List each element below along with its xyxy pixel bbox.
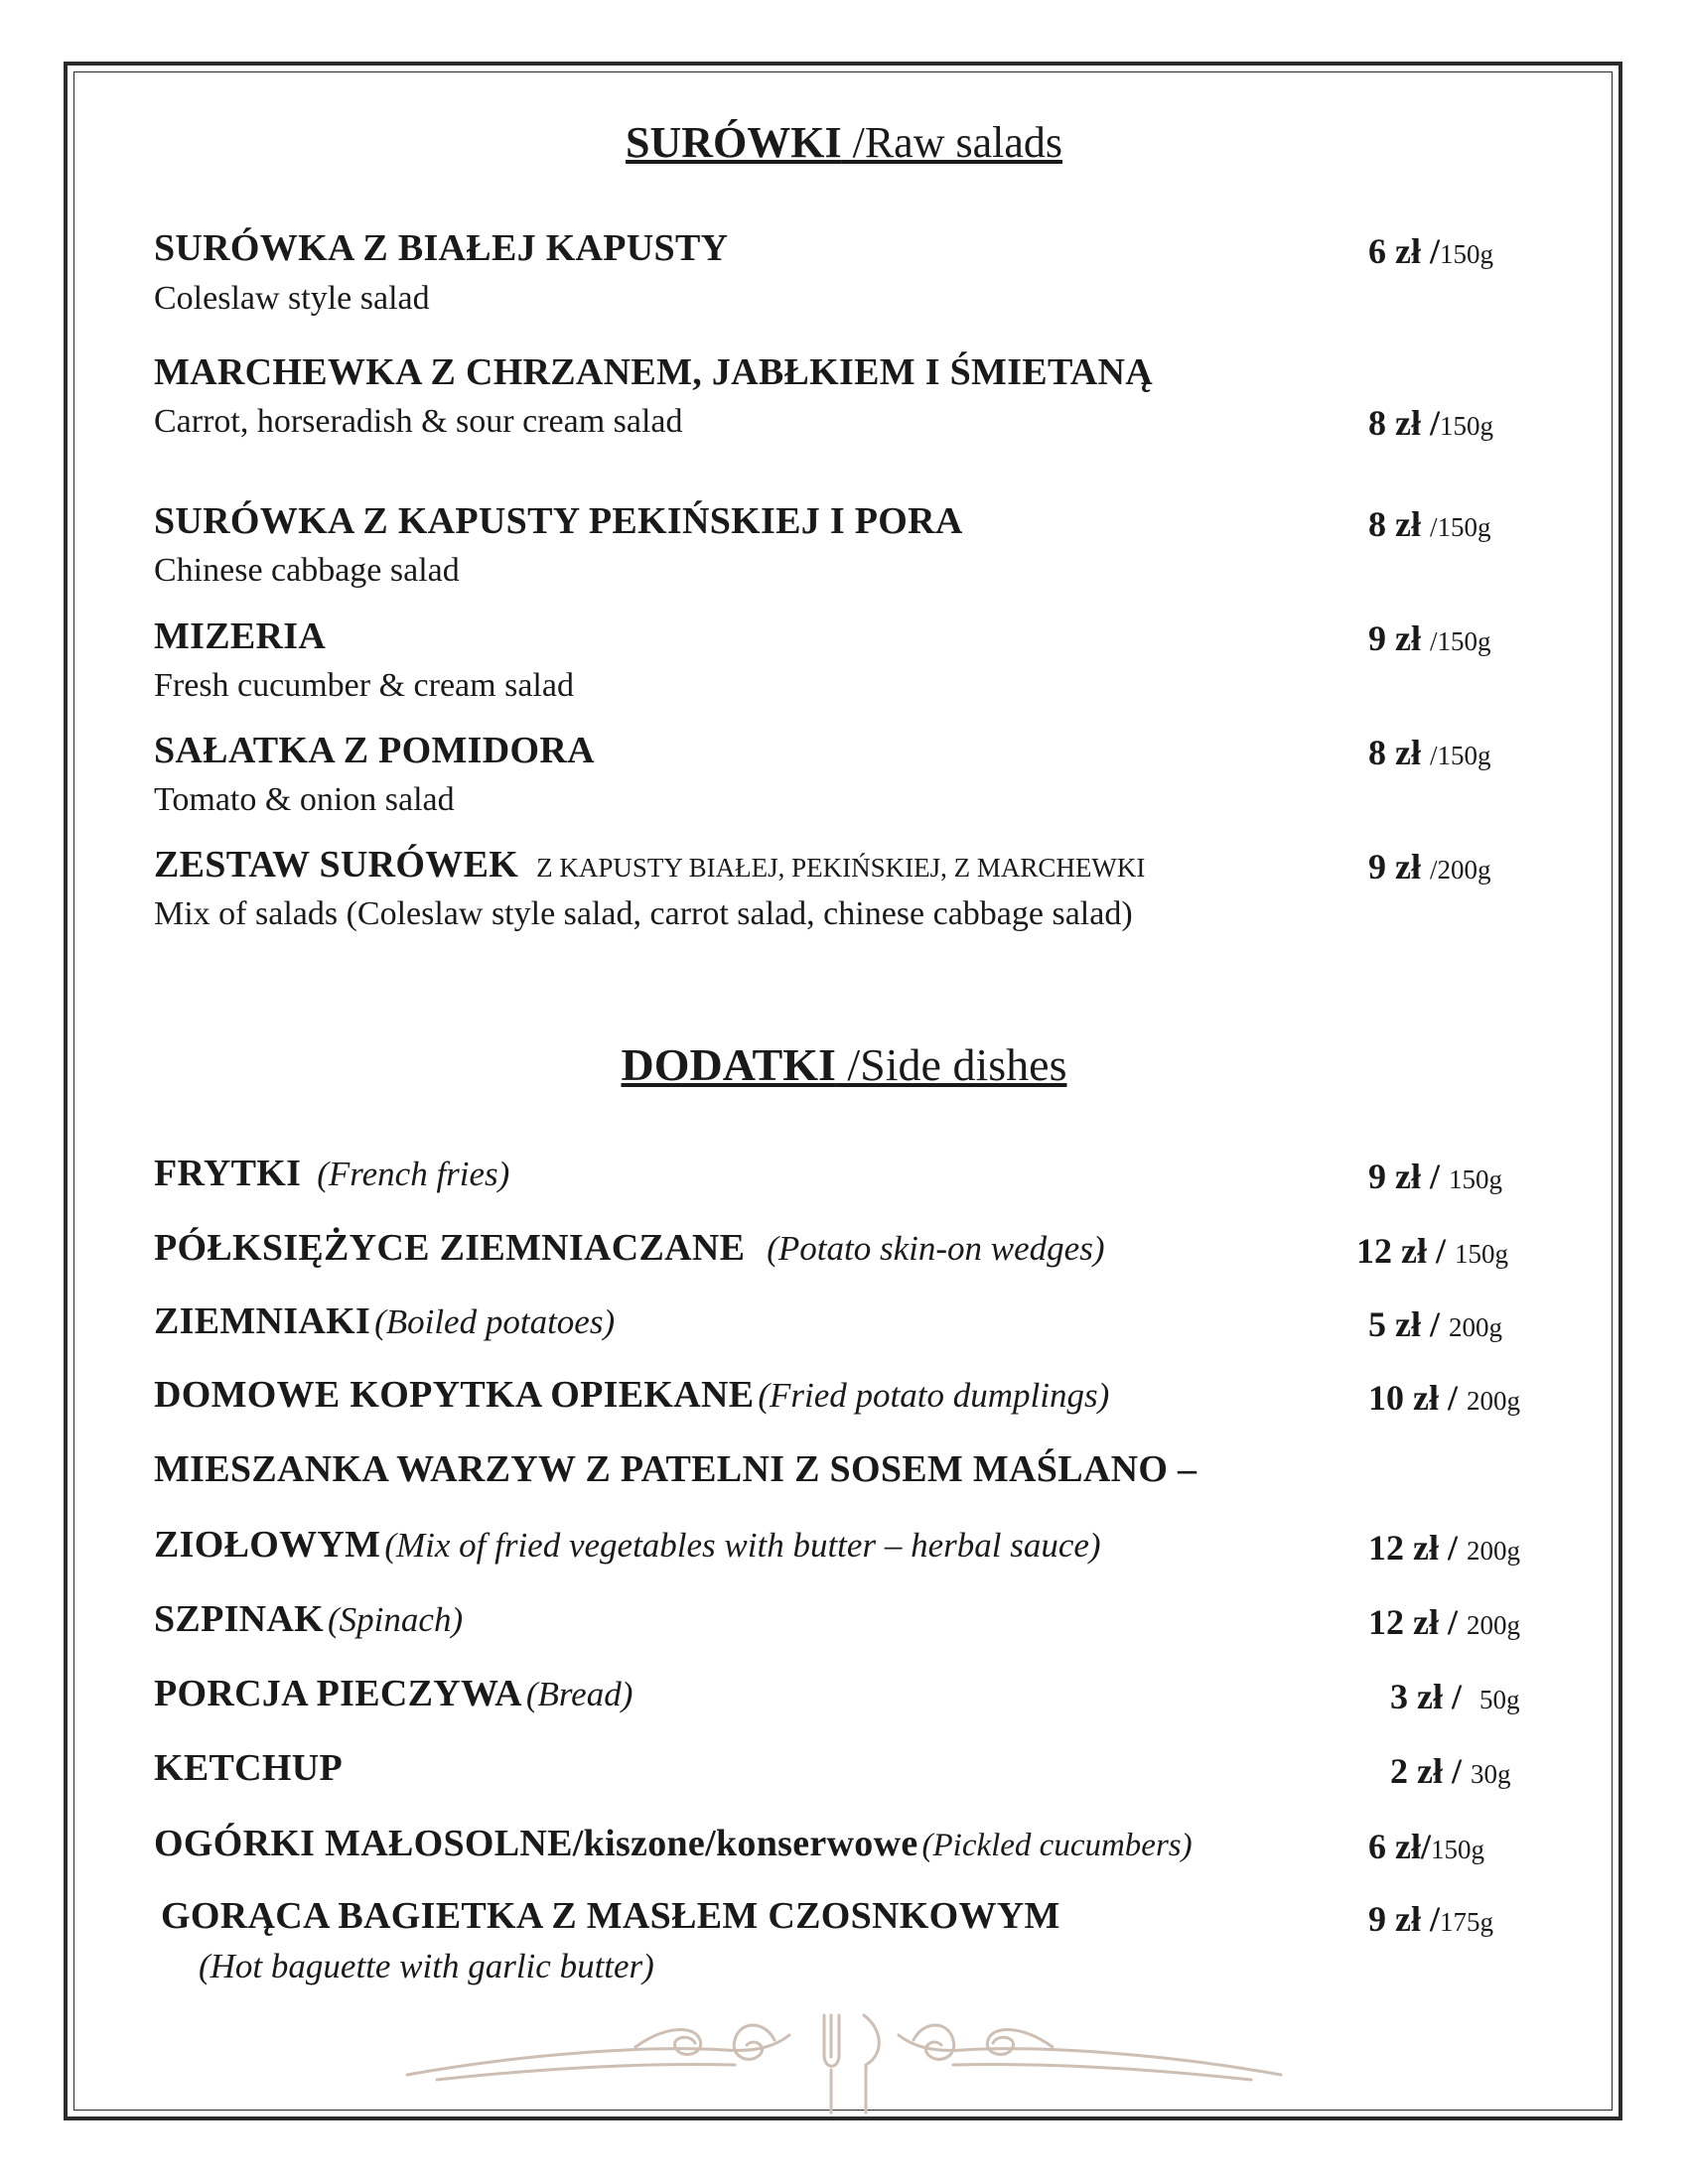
menu-item-row	[154, 1373, 1109, 1417]
menu-item-weight: 175g	[1439, 1907, 1493, 1937]
menu-item-price: 2 zł / 30g	[1390, 1751, 1511, 1791]
menu-item-name: OGÓRKI MAŁOSOLNE/kiszone/konserwowe	[154, 1823, 918, 1864]
menu-item-weight: /150g	[1429, 512, 1491, 542]
menu-item-name: PORCJA PIECZYWA	[154, 1673, 522, 1714]
section-heading-sides	[0, 1038, 1688, 1091]
menu-item-name: SAŁATKA Z POMIDORA	[154, 730, 595, 771]
menu-item-desc: Chinese cabbage salad	[154, 552, 460, 589]
menu-item-name: ZESTAW SURÓWEK	[154, 844, 519, 886]
menu-item-price: 9 zł / 150g	[1368, 1157, 1502, 1196]
menu-item-desc: (Spinach)	[328, 1600, 464, 1639]
menu-item-price: 9 zł /175g	[1368, 1899, 1493, 1939]
menu-item-name: KETCHUP	[154, 1747, 344, 1789]
heading-en: /Raw salads	[841, 118, 1062, 167]
menu-item-name: SURÓWKA Z KAPUSTY PEKIŃSKIEJ I PORA	[154, 500, 963, 542]
menu-item-weight: 150g	[1448, 1164, 1502, 1194]
menu-item-price: 10 zł / 200g	[1368, 1378, 1520, 1418]
menu-item-desc: (Boiled potatoes)	[374, 1302, 616, 1341]
menu-item-price: 8 zł /150g	[1368, 504, 1491, 544]
menu-item-desc: Coleslaw style salad	[154, 280, 430, 317]
menu-item-desc: Mix of salads (Coleslaw style salad, carrot salad, chinese cabbage salad)	[154, 895, 1133, 932]
menu-item-row	[154, 1523, 1101, 1567]
menu-item-weight: 200g	[1466, 1386, 1520, 1416]
menu-item-price: 6 zł /150g	[1368, 231, 1493, 271]
menu-item-row	[154, 1299, 615, 1343]
menu-item-weight: 50g	[1478, 1685, 1520, 1714]
menu-item-row	[154, 1597, 463, 1641]
menu-item-extra: Z KAPUSTY BIAŁEJ, PEKIŃSKIEJ, Z MARCHEWKI	[536, 853, 1146, 883]
menu-item-name: MIZERIA	[154, 615, 327, 657]
menu-item-weight: 200g	[1448, 1312, 1502, 1342]
menu-item-price: 9 zł /150g	[1368, 618, 1491, 658]
menu-item-desc: (French fries)	[317, 1155, 510, 1193]
menu-item-weight: /150g	[1429, 741, 1491, 770]
fork-flourish-ornament	[397, 1985, 1291, 2115]
menu-item-row	[154, 1152, 509, 1195]
menu-item-desc: (Fried potato dumplings)	[758, 1376, 1110, 1415]
menu-item-weight: 150g	[1439, 411, 1493, 441]
menu-item-weight: 150g	[1430, 1835, 1484, 1864]
menu-item-price: 3 zł / 50g	[1390, 1677, 1520, 1716]
menu-item-price: 12 zł / 200g	[1368, 1602, 1520, 1642]
menu-item-name-line1: MIESZANKA WARZYW Z PATELNI Z SOSEM MAŚLANO –	[154, 1448, 1197, 1490]
menu-item-desc: Tomato & onion salad	[154, 781, 455, 818]
menu-item-price: 6 zł/150g	[1368, 1827, 1484, 1866]
menu-item-row	[154, 1226, 1104, 1270]
menu-item-row	[154, 1672, 633, 1715]
heading-en: /Side dishes	[835, 1039, 1067, 1090]
menu-item-desc: (Hot baguette with garlic butter)	[199, 1947, 654, 1985]
menu-item-price: 12 zł / 150g	[1356, 1231, 1508, 1271]
menu-item-price: 5 zł / 200g	[1368, 1304, 1502, 1344]
heading-pl: SURÓWKI	[626, 118, 842, 167]
menu-item-desc: (Potato skin-on wedges)	[767, 1229, 1105, 1268]
menu-item-name: SZPINAK	[154, 1598, 325, 1640]
menu-item-name: SURÓWKA Z BIAŁEJ KAPUSTY	[154, 227, 729, 269]
menu-item-weight: 150g	[1439, 239, 1493, 269]
menu-item-desc: Fresh cucumber & cream salad	[154, 667, 574, 704]
menu-item-weight: 200g	[1466, 1610, 1520, 1640]
menu-item-name: FRYTKI	[154, 1153, 302, 1194]
menu-item-weight: /150g	[1429, 626, 1491, 656]
menu-item-name: GORĄCA BAGIETKA Z MASŁEM CZOSNKOWYM	[161, 1895, 1060, 1937]
menu-item-row	[154, 1822, 1193, 1865]
menu-item-name: DOMOWE KOPYTKA OPIEKANE	[154, 1374, 755, 1416]
menu-item-desc: (Bread)	[525, 1675, 633, 1713]
menu-item-price: 8 zł /150g	[1368, 403, 1493, 443]
menu-item-name: MARCHEWKA Z CHRZANEM, JABŁKIEM I ŚMIETANĄ	[154, 351, 1153, 393]
menu-item-name-row	[154, 843, 1145, 887]
menu-item-name: ZIOŁOWYM	[154, 1524, 381, 1566]
section-heading-salads	[0, 117, 1688, 168]
menu-item-desc: Carrot, horseradish & sour cream salad	[154, 403, 683, 440]
menu-item-price: 8 zł /150g	[1368, 733, 1491, 772]
menu-item-name: ZIEMNIAKI	[154, 1300, 371, 1342]
menu-item-weight: /200g	[1429, 855, 1491, 885]
menu-item-price: 9 zł /200g	[1368, 847, 1491, 887]
menu-item-desc: (Mix of fried vegetables with butter – herbal sauce)	[384, 1526, 1101, 1565]
menu-item-weight: 30g	[1470, 1759, 1511, 1789]
menu-item-weight: 150g	[1454, 1239, 1508, 1269]
menu-item-name: PÓŁKSIĘŻYCE ZIEMNIACZANE	[154, 1227, 746, 1269]
menu-item-weight: 200g	[1466, 1536, 1520, 1566]
menu-item-price: 12 zł / 200g	[1368, 1528, 1520, 1568]
menu-item-desc: (Pickled cucumbers)	[921, 1828, 1193, 1863]
heading-pl: DODATKI	[621, 1039, 836, 1090]
